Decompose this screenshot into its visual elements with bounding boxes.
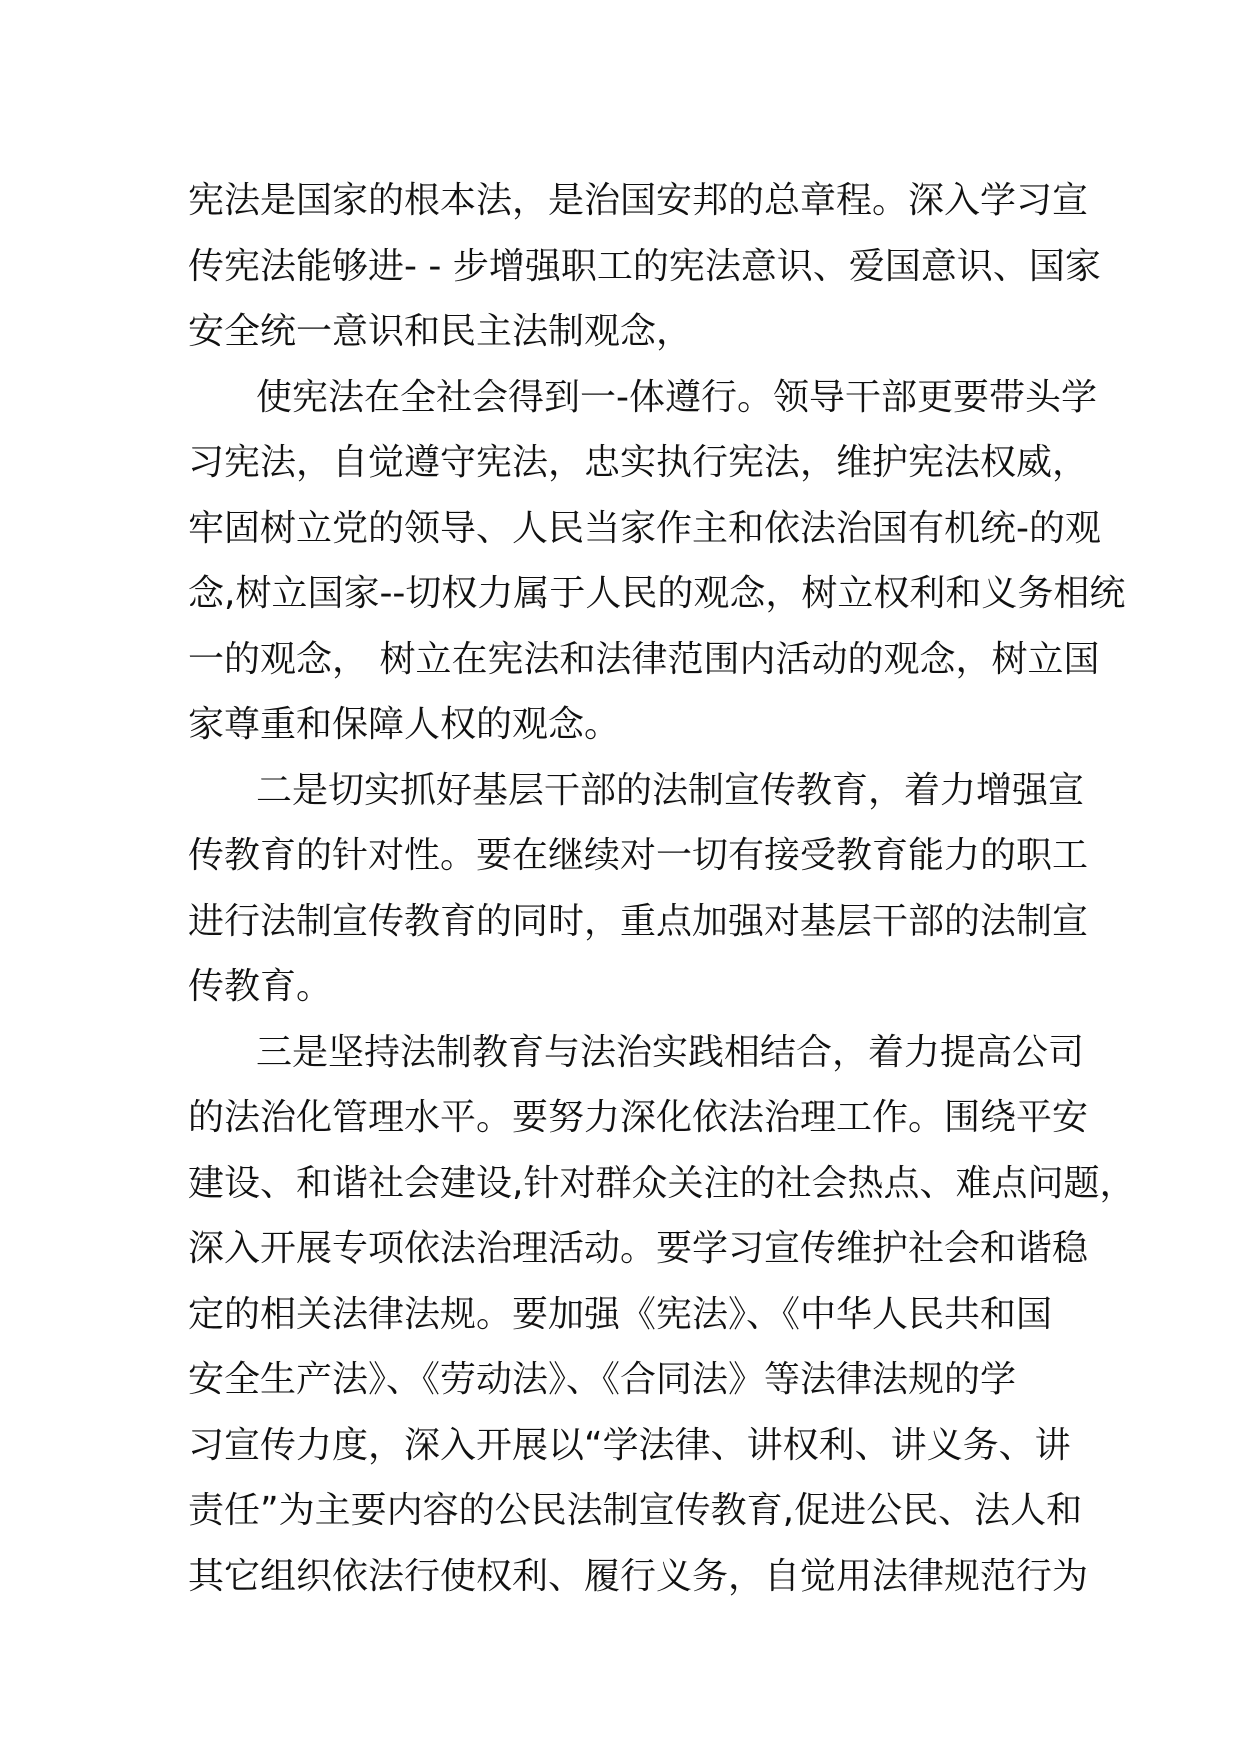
paragraph-3 [188, 758, 1089, 1020]
text-line: 宪法是国家的根本法，是治国安邦的总章程。深入学习宣 [188, 180, 1089, 221]
text-line: 其它组织依法行使权利、履行义务，自觉用法律规范行为 [188, 1555, 1089, 1597]
text-line: 进行法制宣传教育的同时，重点加强对基层干部的法制宣 [188, 900, 1089, 942]
text-line: 二是切实抓好基层干部的法制宣传教育，着力增强宣 [256, 769, 1085, 811]
text-line: 深入开展专项依法治理活动。要学习宣传维护社会和谐稳 [188, 1228, 1089, 1269]
text-line: 建设、和谐社会建设,针对群众关注的社会热点、难点问题， [188, 1162, 1136, 1204]
text-line: 念,树立国家--切权力属于人民的观念，树立权利和义务相统 [188, 573, 1126, 614]
text-line: 责任”为主要内容的公民法制宣传教育,促进公民、法人和 [188, 1490, 1083, 1531]
paragraph-1 [188, 168, 1101, 365]
text-line: 传教育。 [188, 966, 333, 1007]
text-line: 传宪法能够进- - 步增强职工的宪法意识、爱国意识、国家 [188, 245, 1101, 287]
text-line: 安全生产法》、《劳动法》、《合同法》等法律法规的学 [188, 1359, 1017, 1400]
text-line: 三是坚持法制教育与法治实践相结合，着力提高公司 [256, 1031, 1085, 1073]
paragraph-2 [188, 365, 1126, 758]
paragraph-4 [188, 1020, 1136, 1610]
text-line: 一的观念， 树立在宪法和法律范围内活动的观念，树立国 [188, 638, 1100, 680]
text-line: 定的相关法律法规。要加强《宪法》、《中华人民共和国 [188, 1293, 1053, 1335]
document-body [188, 168, 1136, 1609]
text-line: 牢固树立党的领导、人民当家作主和依法治国有机统-的观 [188, 507, 1101, 549]
text-line: 使宪法在全社会得到一-体遵行。领导干部更要带头学 [256, 376, 1097, 418]
text-line: 的法治化管理水平。要努力深化依法治理工作。围绕平安 [188, 1097, 1089, 1138]
text-line: 习宪法，自觉遵守宪法，忠实执行宪法，维护宪法权威， [188, 442, 1089, 483]
text-line: 安全统一意识和民主法制观念， [188, 311, 693, 352]
text-line: 家尊重和保障人权的观念。 [188, 704, 621, 745]
text-line: 习宣传力度，深入开展以“学法律、讲权利、讲义务、讲 [188, 1424, 1071, 1466]
text-line: 传教育的针对性。要在继续对一切有接受教育能力的职工 [188, 835, 1089, 876]
